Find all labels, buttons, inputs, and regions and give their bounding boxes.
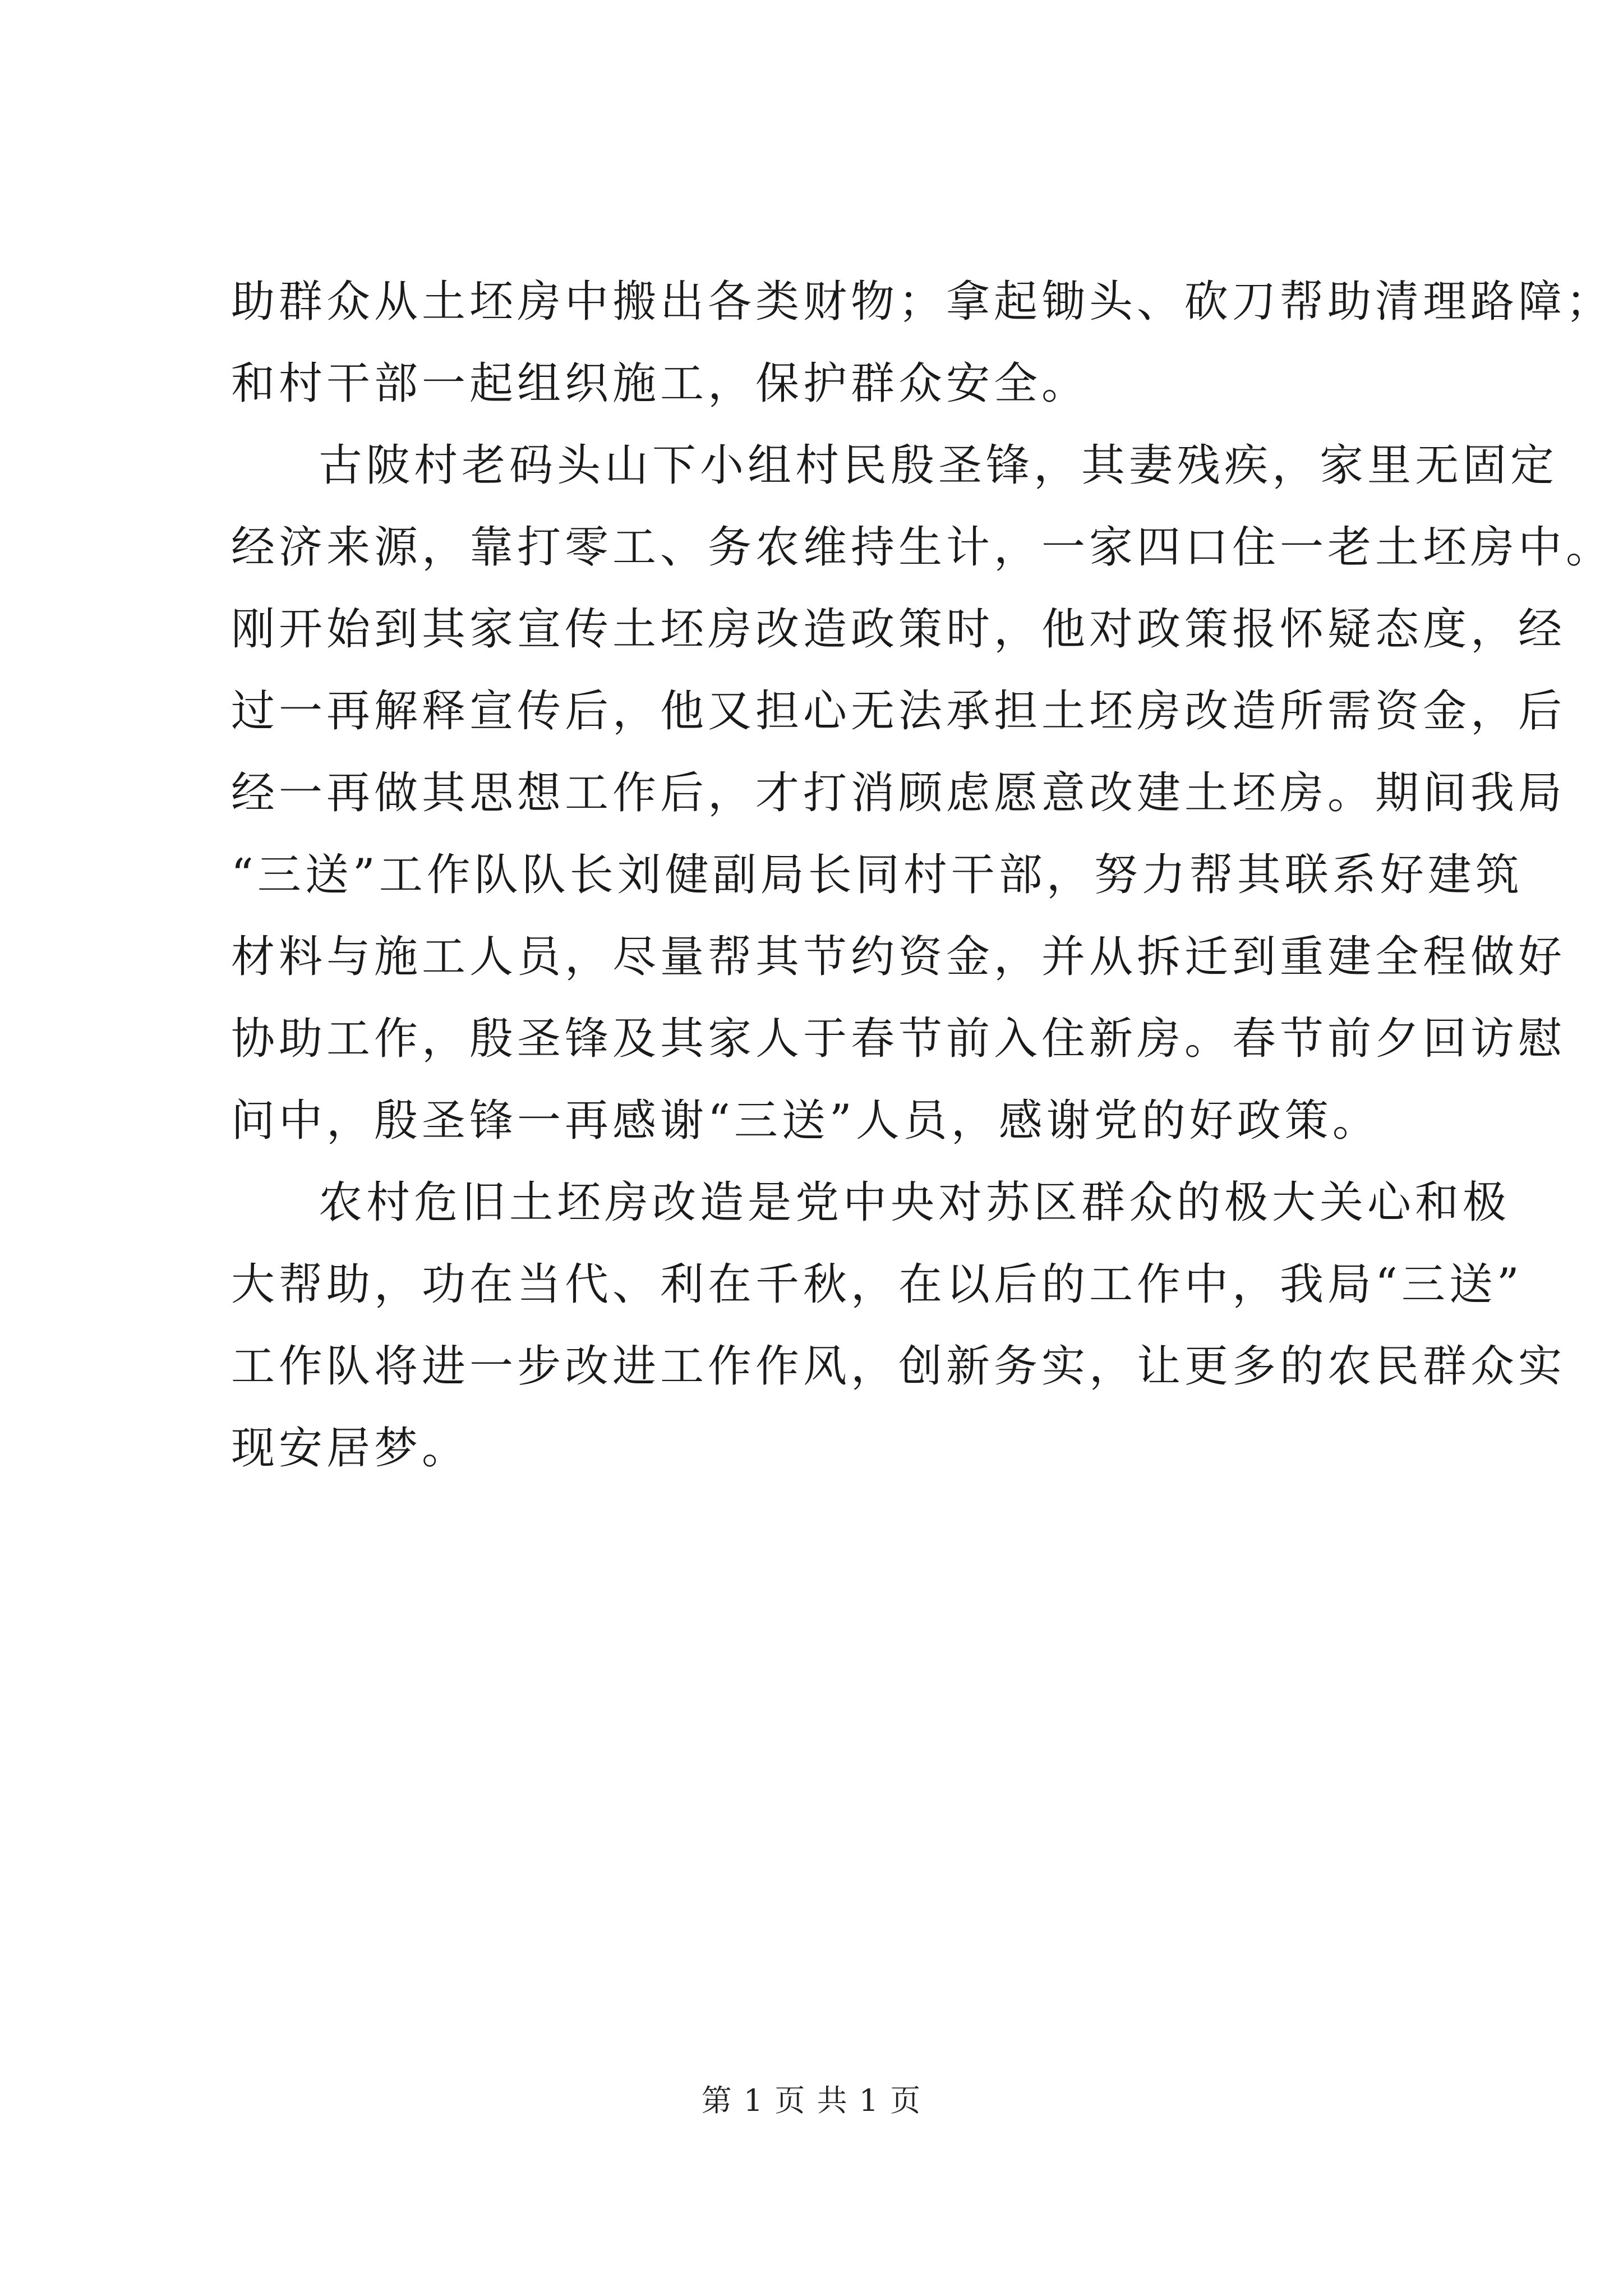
text-line: 现安居梦。 [231, 1423, 470, 1474]
document-body [231, 261, 1614, 1489]
text-line: 问中，殷圣锋一再感谢“三送”人员，感谢党的好政策。 [231, 1096, 1380, 1146]
text-line: 工作队将进一步改进工作作风，创新务实，让更多的农民群众实 [231, 1341, 1566, 1392]
text-line: 古陂村老码头山下小组村民殷圣锋，其妻残疾，家里无固定 [319, 440, 1559, 491]
text-line: 经一再做其思想工作后，才打消顾虑愿意改建土坯房。期间我局 [231, 768, 1566, 818]
paragraph-3 [231, 1162, 1566, 1489]
text-line: 过一再解释宣传后，他又担心无法承担土坯房改造所需资金，后 [231, 686, 1566, 737]
text-line: 和村干部一起组织施工，保护群众安全。 [231, 358, 1090, 409]
page-number-footer: 第 1 页 共 1 页 [701, 2083, 922, 2118]
text-line: 大帮助，功在当代、利在千秋，在以后的工作中，我局“三送” [231, 1259, 1523, 1310]
text-line: 刚开始到其家宣传土坯房改造政策时，他对政策报怀疑态度，经 [231, 604, 1566, 655]
text-line: 协助工作，殷圣锋及其家人于春节前入住新房。春节前夕回访慰 [231, 1014, 1566, 1064]
text-line: 农村危旧土坯房改造是党中央对苏区群众的极大关心和极 [319, 1177, 1511, 1228]
text-line: 助群众从土坯房中搬出各类财物；拿起锄头、砍刀帮助清理路障； [231, 277, 1614, 327]
text-line: “三送”工作队队长刘健副局长同村干部，努力帮其联系好建筑 [231, 850, 1523, 900]
text-line: 材料与施工人员，尽量帮其节约资金，并从拆迁到重建全程做好 [231, 932, 1566, 982]
text-line: 经济来源，靠打零工、务农维持生计，一家四口住一老土坯房中。 [231, 522, 1614, 573]
paragraph-1 [231, 261, 1614, 425]
paragraph-2 [231, 425, 1614, 1162]
